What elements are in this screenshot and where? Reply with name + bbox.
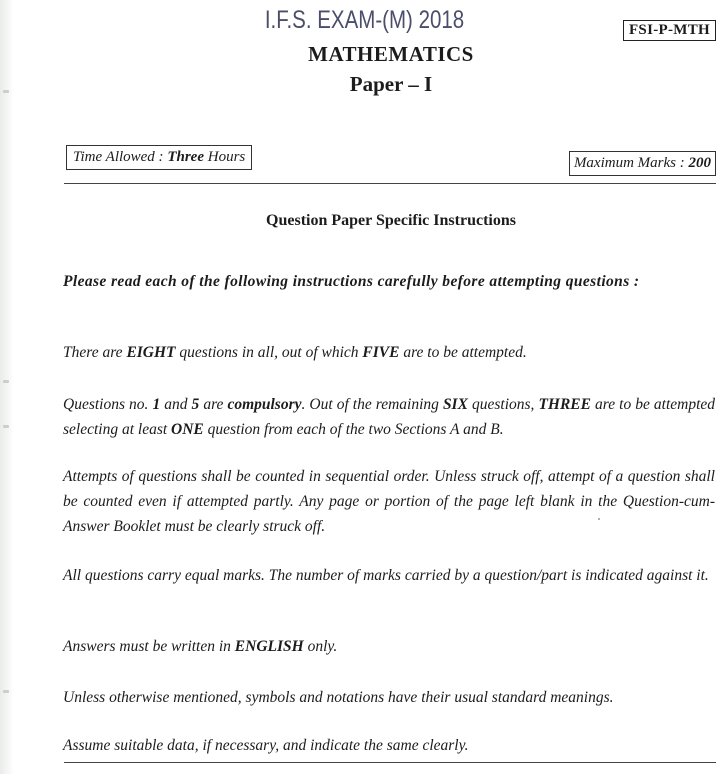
maximum-marks-box: [569, 151, 716, 176]
instruction-attempt-order: Attempts of questions shall be counted in sequential order. Unless struck off, attempt of a question shall be counted even if attempted partly. Any page or portion of the page left blank in the Question-cum-Answer Booklet must be clearly struck off.: [63, 468, 715, 535]
time-unit: Hours: [207, 149, 246, 165]
instruction-compulsory: Questions no. 1 and 5 are compulsory. Out of the remaining SIX questions, THREE are to be attempted selecting at least ONE question from each of the two Sections A and B.: [63, 396, 716, 438]
edge-mark: [3, 425, 9, 428]
subject-title: MATHEMATICS: [308, 42, 474, 66]
marks-label: Maximum Marks :: [573, 155, 685, 171]
time-value: Three: [167, 149, 204, 165]
page-edge-shadow: [0, 0, 14, 774]
edge-mark: [3, 690, 9, 693]
speck: [598, 518, 600, 520]
instruction-language: Answers must be written in ENGLISH only.: [63, 638, 338, 655]
marks-value: 200: [688, 155, 711, 171]
paper-code-box: FSI-P-MTH: [623, 20, 716, 41]
divider-top: [64, 183, 716, 184]
edge-mark: [3, 380, 9, 383]
instruction-equal-marks: All questions carry equal marks. The number of marks carried by a question/part is indicated against it.: [63, 567, 709, 584]
instructions-heading: Question Paper Specific Instructions: [266, 212, 516, 229]
time-label: Time Allowed :: [73, 149, 164, 165]
instruction-symbols: Unless otherwise mentioned, symbols and notations have their usual standard meanings.: [63, 689, 614, 706]
time-allowed-box: [66, 145, 252, 170]
divider-bottom: [64, 762, 716, 763]
paper-title: Paper – I: [349, 72, 433, 96]
instruction-question-count: There are EIGHT questions in all, out of which FIVE are to be attempted.: [63, 344, 527, 361]
exam-title: I.F.S. EXAM-(M) 2018: [264, 6, 465, 34]
instruction-assume-data: Assume suitable data, if necessary, and indicate the same clearly.: [63, 737, 469, 754]
instructions-intro: Please read each of the following instructions carefully before attempting questions :: [63, 273, 640, 290]
